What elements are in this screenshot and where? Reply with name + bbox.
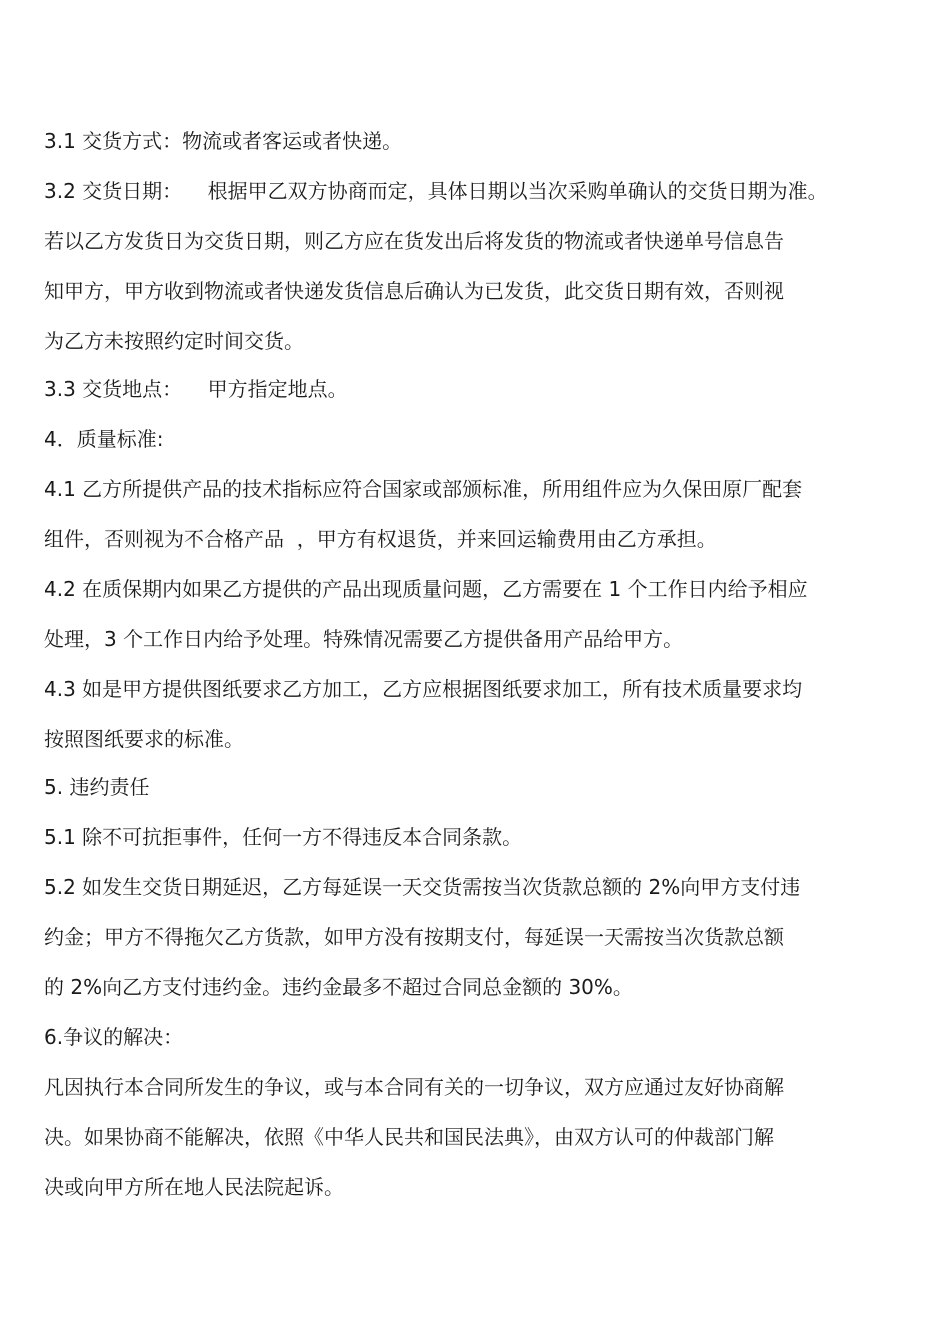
text-line-quality-4-2: 4.2 在质保期内如果乙方提供的产品出现质量问题，乙方需要在 1 个工作日内给予相应: [44, 577, 808, 601]
text-line: 按照图纸要求的标准。: [44, 727, 244, 751]
text-line: 决或向甲方所在地人民法院起诉。: [44, 1175, 344, 1199]
text-line-quality-4-1: 4.1 乙方所提供产品的技术指标应符合国家或部颁标准，所用组件应为久保田原厂配套: [44, 477, 803, 501]
section-heading-quality-standard: 4．质量标准:: [44, 427, 164, 451]
text-line: 为乙方未按照约定时间交货。: [44, 329, 304, 353]
text-line-dispute: 凡因执行本合同所发生的争议，或与本合同有关的一切争议，双方应通过友好协商解: [44, 1075, 784, 1099]
text-line: 组件，否则视为不合格产品 ，甲方有权退货，并来回运输费用由乙方承担。: [44, 527, 717, 551]
text-line-quality-4-3: 4.3 如是甲方提供图纸要求乙方加工，乙方应根据图纸要求加工，所有技术质量要求均: [44, 677, 803, 701]
text-line: 若以乙方发货日为交货日期，则乙方应在货发出后将发货的物流或者快递单号信息告: [44, 229, 784, 253]
text-line: 约金；甲方不得拖欠乙方货款，如甲方没有按期支付，每延误一天需按当次货款总额: [44, 925, 784, 949]
text-line: 的 2%向乙方支付违约金。违约金最多不超过合同总金额的 30%。: [44, 975, 633, 999]
section-heading-dispute-resolution: 6.争议的解决：: [44, 1025, 184, 1049]
text-line-delivery-location: 3.3 交货地点： 甲方指定地点。: [44, 377, 348, 401]
text-line-delivery-method: 3.1 交货方式：物流或者客运或者快递。: [44, 129, 403, 153]
text-line-liability-5-1: 5.1 除不可抗拒事件，任何一方不得违反本合同条款。: [44, 825, 523, 849]
text-line-delivery-date: 3.2 交货日期： 根据甲乙双方协商而定，具体日期以当次采购单确认的交货日期为准。: [44, 179, 828, 203]
section-heading-liability: 5. 违约责任: [44, 775, 150, 799]
text-line: 决。如果协商不能解决，依照《中华人民共和国民法典》，由双方认可的仲裁部门解: [44, 1125, 774, 1149]
text-line: 处理，3 个工作日内给予处理。特殊情况需要乙方提供备用产品给甲方。: [44, 627, 684, 651]
text-line-liability-5-2: 5.2 如发生交货日期延迟，乙方每延误一天交货需按当次货款总额的 2%向甲方支付违: [44, 875, 801, 899]
text-line: 知甲方，甲方收到物流或者快递发货信息后确认为已发货，此交货日期有效，否则视: [44, 279, 784, 303]
